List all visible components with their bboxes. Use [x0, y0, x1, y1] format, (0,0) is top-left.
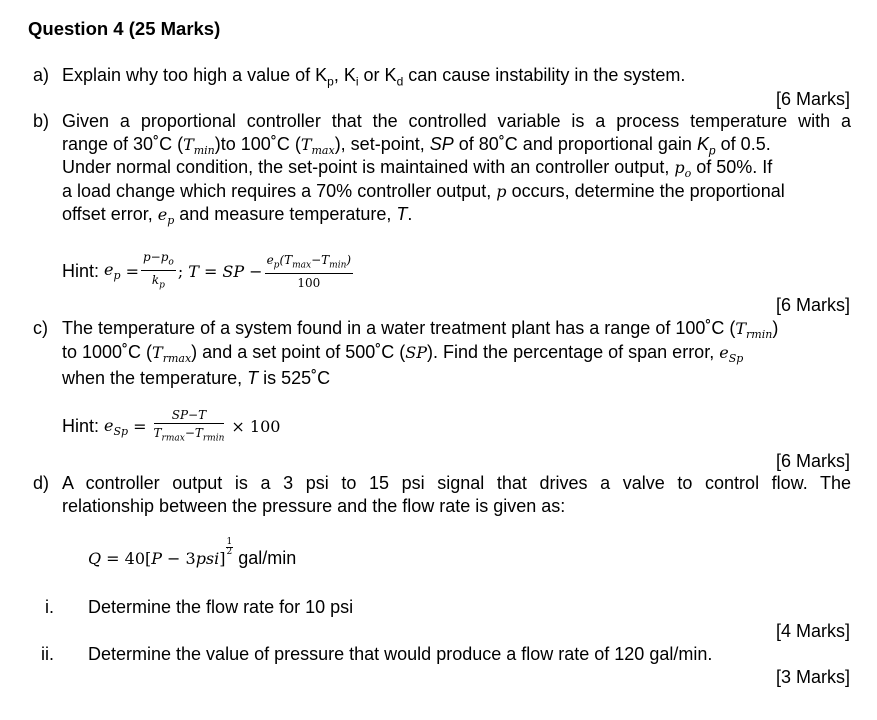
part-b-label: b) — [33, 111, 50, 131]
part-b-hint: Hint: $e_p$ = $\frac{p-p_o}{k_p}$ ; T = SP − $\frac{e_p(T_{max}-T_{min})}{100}$ — [62, 250, 352, 291]
part-b-line2: range of 30˚C $(T_{min})to$ 100˚C $(T_{max})$, set-point, SP of 80˚C and proportional gain $K_p$ of 0.5. — [62, 134, 771, 158]
part-d-label: d) — [33, 473, 50, 493]
part-a-label: a) — [33, 65, 50, 85]
part-d-item-ii-label: ii. — [41, 644, 54, 664]
part-b-line3: Under normal condition, the set-point is maintained with an controller output, $p_o$ of 50%. If — [62, 157, 773, 180]
part-d-equation: Q = 40[P − 3psi] $\frac{1}{2}$ gal/min — [88, 537, 297, 568]
part-c-marks: [6 Marks] — [775, 451, 850, 471]
part-b-line5: offset error, $e_p$ and measure temperature, T. — [62, 204, 413, 227]
part-d-line1: A controller output is a 3 psi to 15 psi signal that drives a valve to control flow. The — [62, 473, 851, 493]
question-title: Question 4 (25 Marks) — [28, 18, 221, 39]
part-a-marks: [6 Marks] — [775, 89, 850, 109]
part-d-item-i-marks: [4 Marks] — [775, 621, 850, 641]
part-d-item-ii-marks: [3 Marks] — [775, 667, 850, 687]
part-c-line1: The temperature of a system found in a water treatment plant has a range of 100˚C $(T_{rmin})$ — [62, 318, 779, 341]
part-d-line2: relationship between the pressure and the flow rate is given as: — [62, 496, 566, 516]
part-b-line4: a load change which requires a 70% controller output, p occurs, determine the proportional — [62, 181, 785, 201]
part-c-label: c) — [33, 318, 48, 338]
part-d-item-i-label: i. — [45, 597, 54, 617]
hint-b-frac1: $\frac{p-p_o}{k_p}$ — [142, 250, 174, 291]
part-b-line1: Given a proportional controller that the controlled variable is a process temperature with a — [62, 111, 851, 131]
part-c-hint: Hint: $e_{Sp}$ = $\frac{SP-T}{T_{rmax}-T_{rmin}}$ × 100 — [62, 408, 281, 444]
part-d-item-ii-text: Determine the value of pressure that would produce a flow rate of 120 gal/min. — [88, 644, 713, 664]
part-c-line3: when the temperature, T is 525˚C — [62, 368, 331, 388]
part-a-text: Explain why too high a value of $K_p$, $K_i$ or $K_d$ can cause instability in the system. — [62, 65, 686, 89]
part-b-marks: [6 Marks] — [775, 295, 850, 315]
part-c-line2: to 1000˚C $(T_{rmax})$ and a set point of 500˚C (SP). Find the percentage of span error, $e_{Sp}$ — [62, 342, 744, 365]
hint-c-frac: $\frac{SP-T}{T_{rmax}-T_{rmin}}$ — [153, 408, 225, 444]
part-d-item-i-text: Determine the flow rate for 10 psi — [88, 597, 354, 617]
hint-b-frac2: $\frac{e_p(T_{max}-T_{min})}{100}$ — [266, 252, 352, 291]
